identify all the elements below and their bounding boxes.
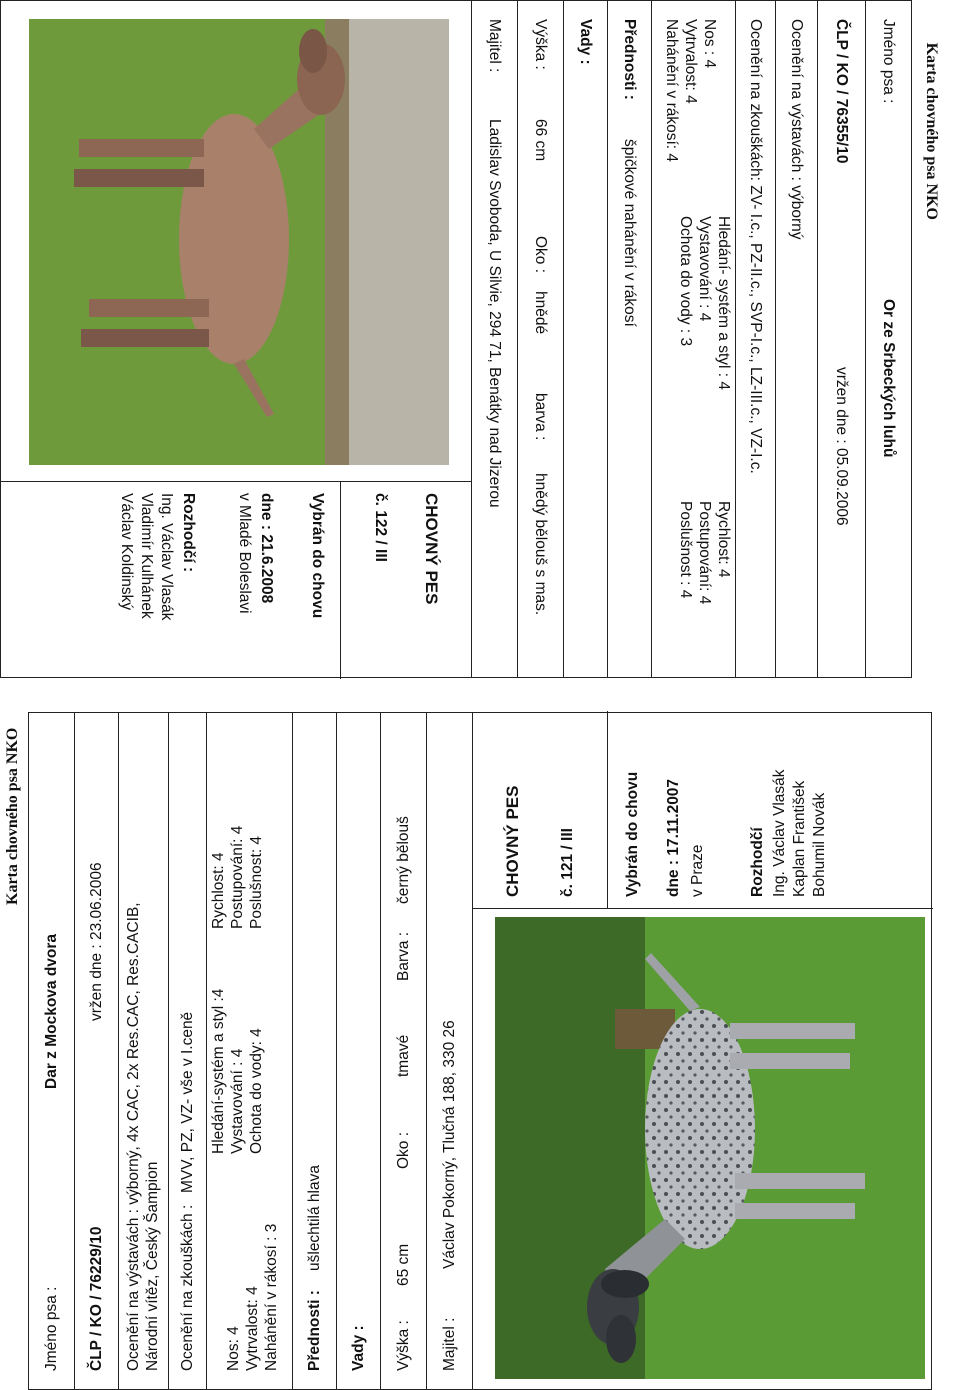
dog-photo (29, 19, 449, 465)
height-label: Výška : (532, 19, 549, 70)
judges-label: Rozhodčí : (180, 493, 197, 573)
score: Nahánění v rákosí : 3 (263, 1223, 280, 1371)
left-card-title: Karta chovného psa NKO (4, 727, 21, 905)
right-card-title: Karta chovného psa NKO (923, 42, 940, 220)
judge-name: Ing. Václav Vlasák (771, 769, 788, 897)
score: Nahánění v rákosí: 4 (663, 19, 680, 163)
right-merits-row (607, 1, 651, 677)
score: Ochota do vody : 3 (677, 216, 694, 347)
merits-value: špičkové nahánění v rákosí (621, 139, 638, 327)
score: Rychlost: 4 (715, 501, 732, 578)
owner-value: Václav Pokorný, Tlučná 188, 330 26 (441, 1020, 458, 1269)
selection-place: v Praze (689, 844, 706, 897)
score: Vytrvalost: 4 (244, 1286, 261, 1371)
color-value: hnědý bělouš s mas. (532, 473, 549, 616)
merits-label: Přednosti : (306, 1290, 323, 1371)
owner-label: Majitel : (486, 19, 503, 73)
faults-label: Vady : (350, 1325, 367, 1371)
owner-value: Ladislav Svoboda, U Silvie, 294 71, Benátky nad Jizerou (486, 119, 503, 508)
judge-name: Ing. Václav Vlasák (158, 493, 175, 621)
color-label: Barva : (395, 931, 412, 981)
birth-date: vržen dne : 05.09.2006 (833, 367, 850, 526)
right-scores-row (651, 1, 735, 677)
faults-label: Vady : (577, 19, 594, 65)
color-label: barva : (532, 393, 549, 441)
eye-label: Oko : (395, 1131, 412, 1169)
right-faults-row (563, 1, 607, 677)
right-reg-row (817, 1, 865, 677)
score: Vystavování : 4 (229, 1048, 246, 1154)
judge-name: Václav Koldinský (118, 493, 135, 611)
selection-date: dne : 17.11.2007 (665, 778, 682, 897)
eye-value: hnědé (532, 291, 549, 335)
owner-label: Majitel : (441, 1317, 458, 1371)
breeding-dog-label: CHOVNÝ PES (422, 493, 441, 605)
right-name-row (865, 1, 911, 677)
shows-line-1: Ocenění na výstavách : výborný (788, 19, 805, 240)
registration: ČLP / KO / 76355/10 (833, 19, 850, 164)
score: Ochota do vody: 4 (248, 1028, 265, 1154)
birth-date: vržen dne : 23.06.2006 (88, 862, 105, 1021)
name-label: Jméno psa : (43, 1286, 60, 1371)
shows-line-2: Národní vítěz, Český Šampion (144, 1161, 161, 1371)
right-owner-row (471, 1, 517, 677)
judge-name: Kaplan František (791, 780, 808, 897)
shows-line-1: Ocenění na výstavách : výborný, 4x CAC, 2x Res.CAC, Res.CACIB, (125, 902, 142, 1371)
right-trials-row (735, 1, 775, 677)
eye-value: tmavé (395, 1034, 412, 1077)
breeding-number: č. 122 / III (372, 493, 389, 562)
score: Hledání- systém a styl : 4 (715, 216, 732, 391)
judges-label: Rozhodčí (749, 827, 766, 897)
selected-label: Vybrán do chovu (624, 771, 641, 897)
selection-date: dne : 21.6.2008 (258, 493, 275, 604)
dog-name: Or ze Srbeckých luhů (880, 299, 897, 458)
selection-place: v Mladé Boleslavi (236, 493, 253, 614)
score: Hledání-systém a styl :4 (210, 988, 227, 1154)
height-label: Výška : (395, 1320, 412, 1371)
breeding-dog-label: CHOVNÝ PES (503, 785, 522, 897)
height-value: 66 cm (532, 119, 549, 162)
trials-line: Ocenění na zkouškách: ZV- I.c., PZ-II.c., SVP-I.c., LZ-III.c., VZ-I.c. (747, 19, 764, 474)
eye-label: Oko : (532, 236, 549, 274)
score: Postupování: 4 (696, 501, 713, 605)
color-value: černý bělouš (395, 816, 412, 904)
merits-value: ušlechtilá hlava (306, 1165, 323, 1271)
dog-photo-svg (29, 19, 449, 465)
score: Poslušnost: 4 (248, 835, 265, 929)
right-shows-row (775, 1, 817, 677)
score: Poslušnost : 4 (677, 501, 694, 599)
height-value: 65 cm (395, 1243, 412, 1286)
registration: ČLP / KO / 76229/10 (88, 1226, 105, 1371)
name-label: Jméno psa : (880, 19, 897, 104)
selected-label: Vybrán do chovu (309, 493, 326, 619)
trials-label: Ocenění na zkouškách : (179, 1204, 196, 1371)
right-physical-row (517, 1, 563, 677)
score: Nos : 4 (701, 19, 718, 69)
breeding-number: č. 121 / III (559, 828, 576, 897)
judge-name: Bohumil Novák (811, 792, 828, 897)
merits-label: Přednosti : (621, 19, 638, 100)
score: Vytrvalost: 4 (682, 19, 699, 104)
score: Nos: 4 (225, 1326, 242, 1371)
trials-value: MVV, PZ, VZ- vše v I.ceně (179, 1011, 196, 1193)
dog-name: Dar z Mockova dvora (43, 933, 60, 1089)
score: Rychlost: 4 (210, 852, 227, 929)
score: Postupování: 4 (229, 825, 246, 929)
judge-name: Vladimír Kulhánek (138, 493, 155, 619)
right-card (0, 0, 912, 678)
score: Vystavování : 4 (696, 216, 713, 322)
